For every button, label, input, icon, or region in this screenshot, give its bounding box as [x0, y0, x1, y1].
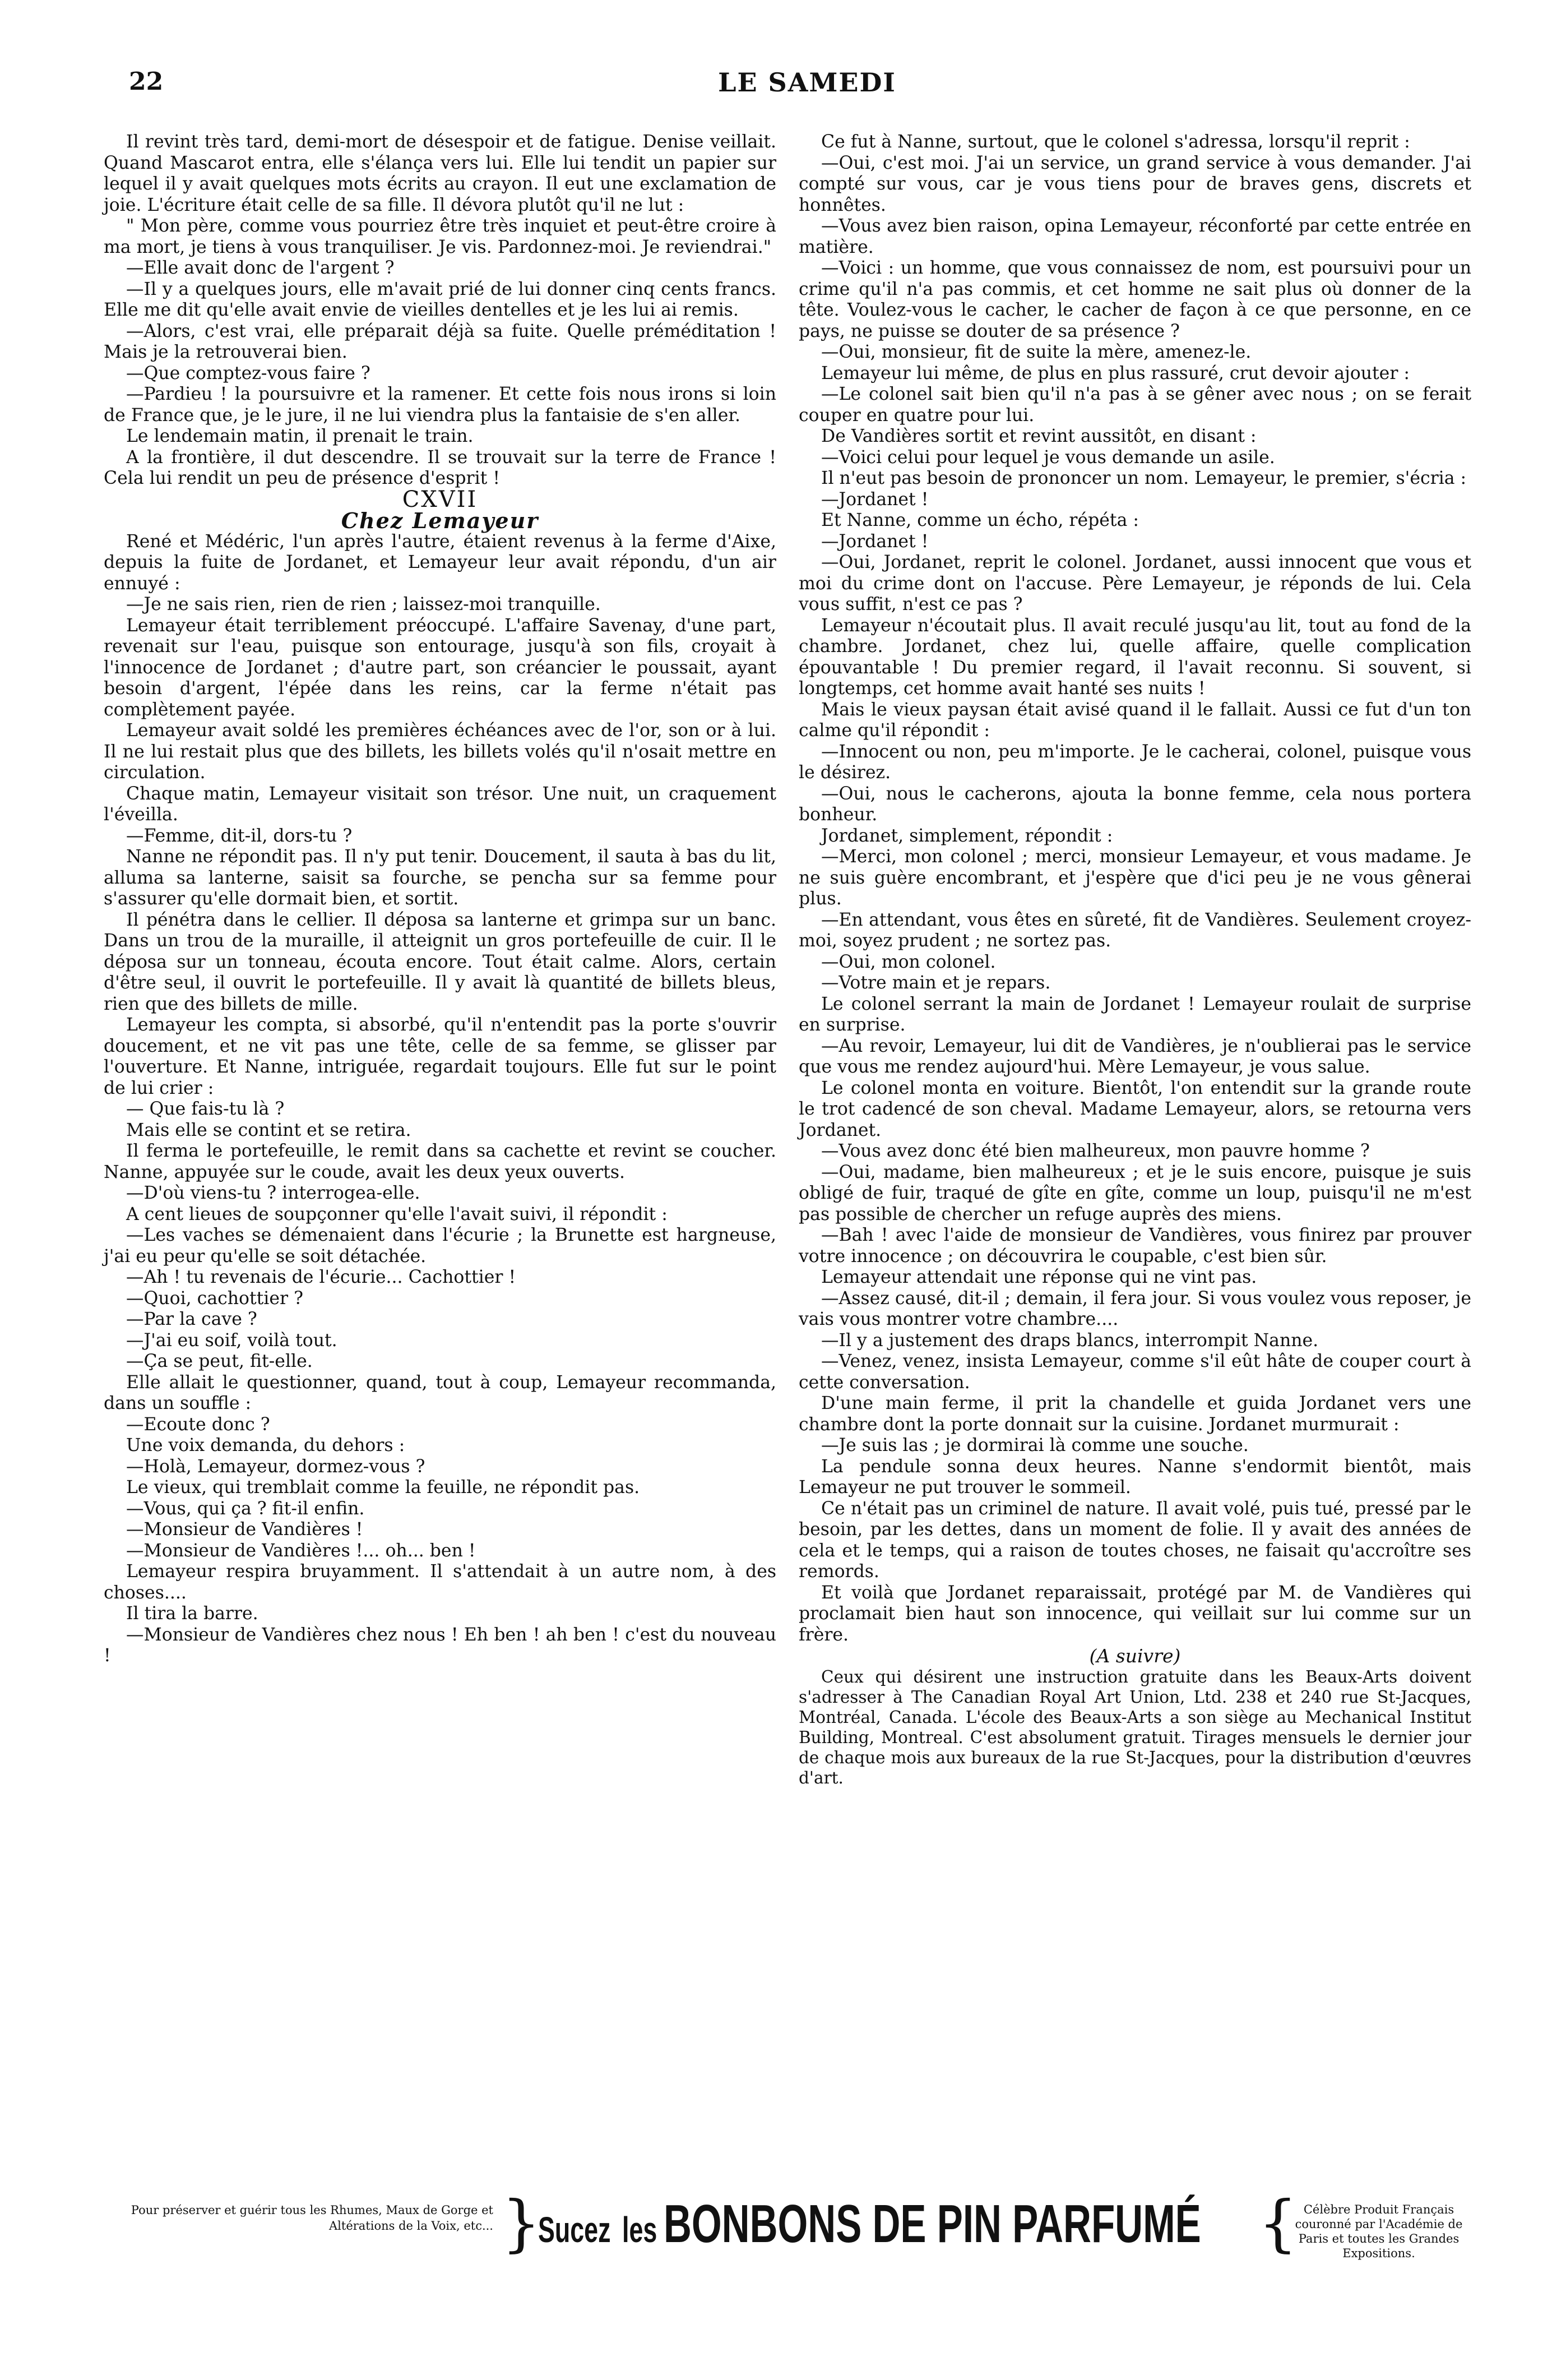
paragraph: —Jordanet !	[821, 489, 929, 510]
paragraph: Et Nanne, comme un écho, répéta :	[821, 510, 1139, 530]
paragraph: —Alors, c'est vrai, elle préparait déjà sa fuite. Quelle préméditation ! Mais je la retrouverai bien.	[104, 321, 776, 362]
paragraph: Mais le vieux paysan était avisé quand il le fallait. Aussi ce fut d'un ton calme qu'il répondit :	[799, 699, 1471, 741]
left-paragraphs-before	[104, 132, 776, 489]
paragraph: Le lendemain matin, il prenait le train.	[126, 426, 474, 446]
paragraph: —Venez, venez, insista Lemayeur, comme s'il eût hâte de couper court à cette conversation.	[799, 1351, 1471, 1393]
ad-right-text: Célèbre Produit Français couronné par l'Académie de Paris et toutes les Grandes Expositions.	[1295, 2203, 1463, 2260]
chapter-title: Chez Lemayeur	[341, 508, 539, 533]
paragraph: Le vieux, qui tremblait comme la feuille, ne répondit pas.	[126, 1477, 640, 1498]
paragraph: —Vous, qui ça ? fit-il enfin.	[126, 1498, 365, 1519]
paragraph: —En attendant, vous êtes en sûreté, fit de Vandières. Seulement croyez-moi, soyez prudent ; ne sortez pas.	[799, 909, 1471, 951]
paragraph: —Quoi, cachottier ?	[126, 1288, 303, 1309]
paragraph: Et voilà que Jordanet reparaissait, protégé par M. de Vandières qui proclamait bien haut son innocence, qui veillait sur lui comme sur un frère.	[799, 1582, 1471, 1645]
paragraph: —Je suis las ; je dormirai là comme une souche.	[821, 1435, 1249, 1455]
paragraph: Jordanet, simplement, répondit :	[821, 825, 1113, 846]
paragraph: — Que fais-tu là ?	[126, 1099, 285, 1119]
paragraph: Il n'eut pas besoin de prononcer un nom. Lemayeur, le premier, s'écria :	[821, 468, 1467, 488]
paragraph: Le colonel serrant la main de Jordanet ! Lemayeur roulait de surprise en surprise.	[799, 993, 1471, 1035]
page-number: 22	[129, 67, 164, 96]
paragraph: —Jordanet !	[821, 531, 929, 552]
paragraph: —Oui, c'est moi. J'ai un service, un grand service à vous demander. J'ai compté sur vous, car je vous tiens pour de braves gens, discrets et honnêtes.	[799, 152, 1471, 215]
paragraph: —Merci, mon colonel ; merci, monsieur Lemayeur, et vous madame. Je ne suis guère encombrant, et j'espère que d'ici peu je ne vous gênerai plus.	[799, 847, 1471, 909]
paragraph: Il tira la barre.	[126, 1603, 258, 1624]
paragraph: —Oui, madame, bien malheureux ; et je le suis encore, puisque je suis obligé de fuir, traqué de gîte en gîte, comme un loup, puisqu'il ne m'est pas possible de chercher un refuge auprès des miens.	[799, 1162, 1471, 1224]
paragraph: Chaque matin, Lemayeur visitait son trésor. Une nuit, un craquement l'éveilla.	[104, 783, 776, 825]
paragraph: —Bah ! avec l'aide de monsieur de Vandières, vous finirez par prouver votre innocence ; on découvrira le coupable, c'est bien sûr.	[799, 1225, 1471, 1267]
paragraph: Il ferma le portefeuille, le remit dans sa cachette et revint se coucher. Nanne, appuyée sur le coude, avait les deux yeux ouverts.	[104, 1141, 776, 1182]
ad-main-slogan	[538, 2193, 1256, 2261]
paragraph: —Monsieur de Vandières !... oh... ben !	[126, 1540, 476, 1561]
paragraph: —Assez causé, dit-il ; demain, il fera jour. Si vous voulez vous reposer, je vais vous montrer votre chambre....	[799, 1288, 1471, 1329]
paragraph: —Vous avez donc été bien malheureux, mon pauvre homme ?	[821, 1141, 1370, 1161]
paragraph: Lemayeur les compta, si absorbé, qu'il n'entendit pas la porte s'ouvrir doucement, et ne vit pas une tête, celle de sa femme, se glisser par l'ouverture. Et Nanne, intriguée, regardait toujours. Elle fut sur le point de lui crier :	[104, 1015, 776, 1098]
left-column	[104, 132, 776, 1667]
paragraph: —Que comptez-vous faire ?	[126, 363, 370, 383]
right-paragraphs	[799, 132, 1471, 1646]
paragraph: Une voix demanda, du dehors :	[126, 1435, 405, 1455]
paragraph: Il revint très tard, demi-mort de désespoir et de fatigue. Denise veillait. Quand Mascarot entra, elle s'élança vers lui. Elle lui tendit un papier sur lequel il y avait quelques mots écrits au crayon. Il eut une exclamation de joie. L'écriture était celle de sa fille. Il dévora plutôt qu'il ne lut :	[104, 132, 776, 215]
paragraph: Lemayeur attendait une réponse qui ne vint pas.	[821, 1267, 1257, 1287]
paragraph: Nanne ne répondit pas. Il n'y put tenir. Doucement, il sauta à bas du lit, alluma sa lanterne, saisit sa fourche, se pencha sur sa femme pour s'assurer qu'elle dormait bien, et sortit.	[104, 847, 776, 909]
page-header	[118, 67, 1497, 107]
paragraph: —Par la cave ?	[126, 1309, 257, 1329]
paragraph: Lemayeur n'écoutait plus. Il avait reculé jusqu'au lit, tout au fond de la chambre. Jordanet, chez lui, quelle affaire, quelle complication épouvantable ! Du premier regard, il l'avait reconnu. Si souvent, si longtemps, cet homme avait hanté ses nuits !	[799, 615, 1471, 699]
paragraph: —Femme, dit-il, dors-tu ?	[126, 825, 353, 846]
paragraph: Lemayeur avait soldé les premières échéances avec de l'or, son or à lui. Il ne lui restait plus que des billets, les billets volés qu'il n'osait mettre en circulation.	[104, 720, 776, 783]
right-column	[799, 132, 1471, 1788]
paragraph: La pendule sonna deux heures. Nanne s'endormit bientôt, mais Lemayeur ne put trouver le sommeil.	[799, 1456, 1471, 1498]
paragraph: A cent lieues de soupçonner qu'elle l'avait suivi, il répondit :	[126, 1204, 668, 1224]
paragraph: —D'où viens-tu ? interrogea-elle.	[126, 1183, 420, 1203]
to-be-continued: (A suivre)	[1089, 1645, 1181, 1667]
paragraph: Elle allait le questionner, quand, tout à coup, Lemayeur recommanda, dans un souffle :	[104, 1372, 776, 1413]
paragraph: —Voici celui pour lequel je vous demande un asile.	[821, 447, 1275, 468]
paragraph: —Vous avez bien raison, opina Lemayeur, réconforté par cette entrée en matière.	[799, 216, 1471, 257]
paragraph: —Voici : un homme, que vous connaissez de nom, est poursuivi pour un crime qu'il n'a pas commis, et cet homme ne sait plus où donner de la tête. Voulez-vous le cacher, le cacher de façon à ce que personne, en ce pays, ne puisse se douter de sa présence ?	[799, 258, 1471, 341]
paragraph: Ce fut à Nanne, surtout, que le colonel s'adressa, lorsqu'il reprit :	[821, 132, 1410, 152]
paragraph: —Oui, Jordanet, reprit le colonel. Jordanet, aussi innocent que vous et moi du crime dont on l'accuse. Père Lemayeur, je réponds de lui. Cela vous suffit, n'est ce pas ?	[799, 552, 1471, 614]
paragraph: Lemayeur respira bruyamment. Il s'attendait à un autre nom, à des choses....	[104, 1561, 776, 1603]
paragraph: De Vandières sortit et revint aussitôt, en disant :	[821, 426, 1257, 446]
journal-title: LE SAMEDI	[718, 67, 896, 98]
paragraph: Ce n'était pas un criminel de nature. Il avait volé, puis tué, pressé par le besoin, par les dettes, dans un moment de folie. Il y avait des années de cela et le temps, qui a raison de toutes choses, ne faisait qu'accroître ses remords.	[799, 1498, 1471, 1582]
ad-product-name: BONBONS DE PIN PARFUMÉ	[664, 2194, 1201, 2254]
paragraph: —J'ai eu soif, voilà tout.	[126, 1330, 337, 1351]
paragraph: —Il y a justement des draps blancs, interrompit Nanne.	[821, 1330, 1319, 1351]
paragraph: Lemayeur lui même, de plus en plus rassuré, crut devoir ajouter :	[821, 363, 1410, 383]
paragraph: —Monsieur de Vandières chez nous ! Eh ben ! ah ben ! c'est du nouveau !	[104, 1624, 776, 1666]
paragraph: —Ecoute donc ?	[126, 1414, 270, 1435]
paragraph: Lemayeur était terriblement préoccupé. L'affaire Savenay, d'une part, revenait sur l'eau, puisque son entourage, jusqu'à son fils, croyait à l'innocence de Jordanet ; d'autre part, son créancier le poussait, ayant besoin d'argent, l'épée dans les reins, car la ferme n'était pas complètement payée.	[104, 615, 776, 720]
paragraph: —Elle avait donc de l'argent ?	[126, 258, 395, 278]
paragraph: —Oui, mon colonel.	[821, 951, 996, 972]
paragraph: —Je ne sais rien, rien de rien ; laissez-moi tranquille.	[126, 594, 601, 614]
paragraph: —Ça se peut, fit-elle.	[126, 1351, 313, 1371]
art-union-notice: Ceux qui désirent une instruction gratuite dans les Beaux-Arts doivent s'adresser à The Canadian Royal Art Union, Ltd. 238 et 240 rue St-Jacques, Montréal, Canada. L'école des Beaux-Arts a son siège au Mechanical Institut Building, Montreal. C'est absolument gratuit. Tirages mensuels le dernier jour de chaque mois aux bureaux de la rue St-Jacques, pour la distribution d'œuvres d'art.	[799, 1667, 1471, 1787]
paragraph: D'une main ferme, il prit la chandelle et guida Jordanet vers une chambre dont la porte donnait sur la cuisine. Jordanet murmurait :	[799, 1393, 1471, 1435]
paragraph: —Au revoir, Lemayeur, lui dit de Vandières, je n'oublierai pas le service que vous me rendez aujourd'hui. Mère Lemayeur, je vous salue.	[799, 1036, 1471, 1077]
ad-word-2: les	[622, 2210, 657, 2250]
paragraph: A la frontière, il dut descendre. Il se trouvait sur la terre de France ! Cela lui rendit un peu de présence d'esprit !	[104, 447, 776, 488]
paragraph: Il pénétra dans le cellier. Il déposa sa lanterne et grimpa sur un banc. Dans un trou de la muraille, il atteignit un gros portefeuille de cuir. Il le déposa sur un tonneau, écouta encore. Tout était calme. Alors, certain d'être seul, il ouvrit le portefeuille. Il y avait là quantité de billets bleus, rien que des billets de mille.	[104, 909, 776, 1014]
paragraph: Le colonel monta en voiture. Bientôt, l'on entendit sur la grande route le trot cadencé de son cheval. Madame Lemayeur, alors, se retourna vers Jordanet.	[799, 1078, 1471, 1140]
paragraph: —Le colonel sait bien qu'il n'a pas à se gêner avec nous ; on se ferait couper en quatre pour lui.	[799, 384, 1471, 426]
paragraph: —Monsieur de Vandières !	[126, 1519, 363, 1540]
ad-word-1: Sucez	[538, 2210, 611, 2250]
paragraph: —Il y a quelques jours, elle m'avait prié de lui donner cinq cents francs. Elle me dit qu'elle avait envie de vieilles dentelles et je les lui ai remis.	[104, 279, 776, 320]
footer-advertisement	[90, 2187, 1474, 2271]
ad-left-text: Pour préserver et guérir tous les Rhumes, Maux de Gorge et Altérations de la Voix, etc...	[131, 2203, 493, 2233]
paragraph: —Ah ! tu revenais de l'écurie... Cachottier !	[126, 1267, 516, 1287]
paragraph: René et Médéric, l'un après l'autre, étaient revenus à la ferme d'Aixe, depuis la fuite de Jordanet, et Lemayeur leur avait répondu, d'un air ennuyé :	[104, 531, 776, 594]
paragraph: —Pardieu ! la poursuivre et la ramener. Et cette fois nous irons si loin de France que, je le jure, il ne lui viendra plus la fantaisie de s'en aller.	[104, 384, 776, 426]
paragraph: —Votre main et je repars.	[821, 973, 1051, 993]
paragraph: —Holà, Lemayeur, dormez-vous ?	[126, 1456, 425, 1477]
paragraph: " Mon père, comme vous pourriez être très inquiet et peut-être croire à ma mort, je tiens à vous tranquiliser. Je vis. Pardonnez-moi. Je reviendrai."	[104, 216, 776, 257]
chapter-number: CXVII	[402, 486, 478, 512]
paragraph: —Innocent ou non, peu m'importe. Je le cacherai, colonel, puisque vous le désirez.	[799, 741, 1471, 783]
paragraph: —Les vaches se démenaient dans l'écurie ; la Brunette est hargneuse, j'ai eu peur qu'elle se soit détachée.	[104, 1225, 776, 1267]
paragraph: —Oui, monsieur, fit de suite la mère, amenez-le.	[821, 342, 1252, 362]
paragraph: Mais elle se contint et se retira.	[126, 1120, 411, 1140]
left-paragraphs-after	[104, 532, 776, 1667]
brace-left-icon: }	[502, 2187, 541, 2259]
paragraph: —Oui, nous le cacherons, ajouta la bonne femme, cela nous portera bonheur.	[799, 783, 1471, 825]
brace-right-icon: {	[1258, 2187, 1298, 2259]
